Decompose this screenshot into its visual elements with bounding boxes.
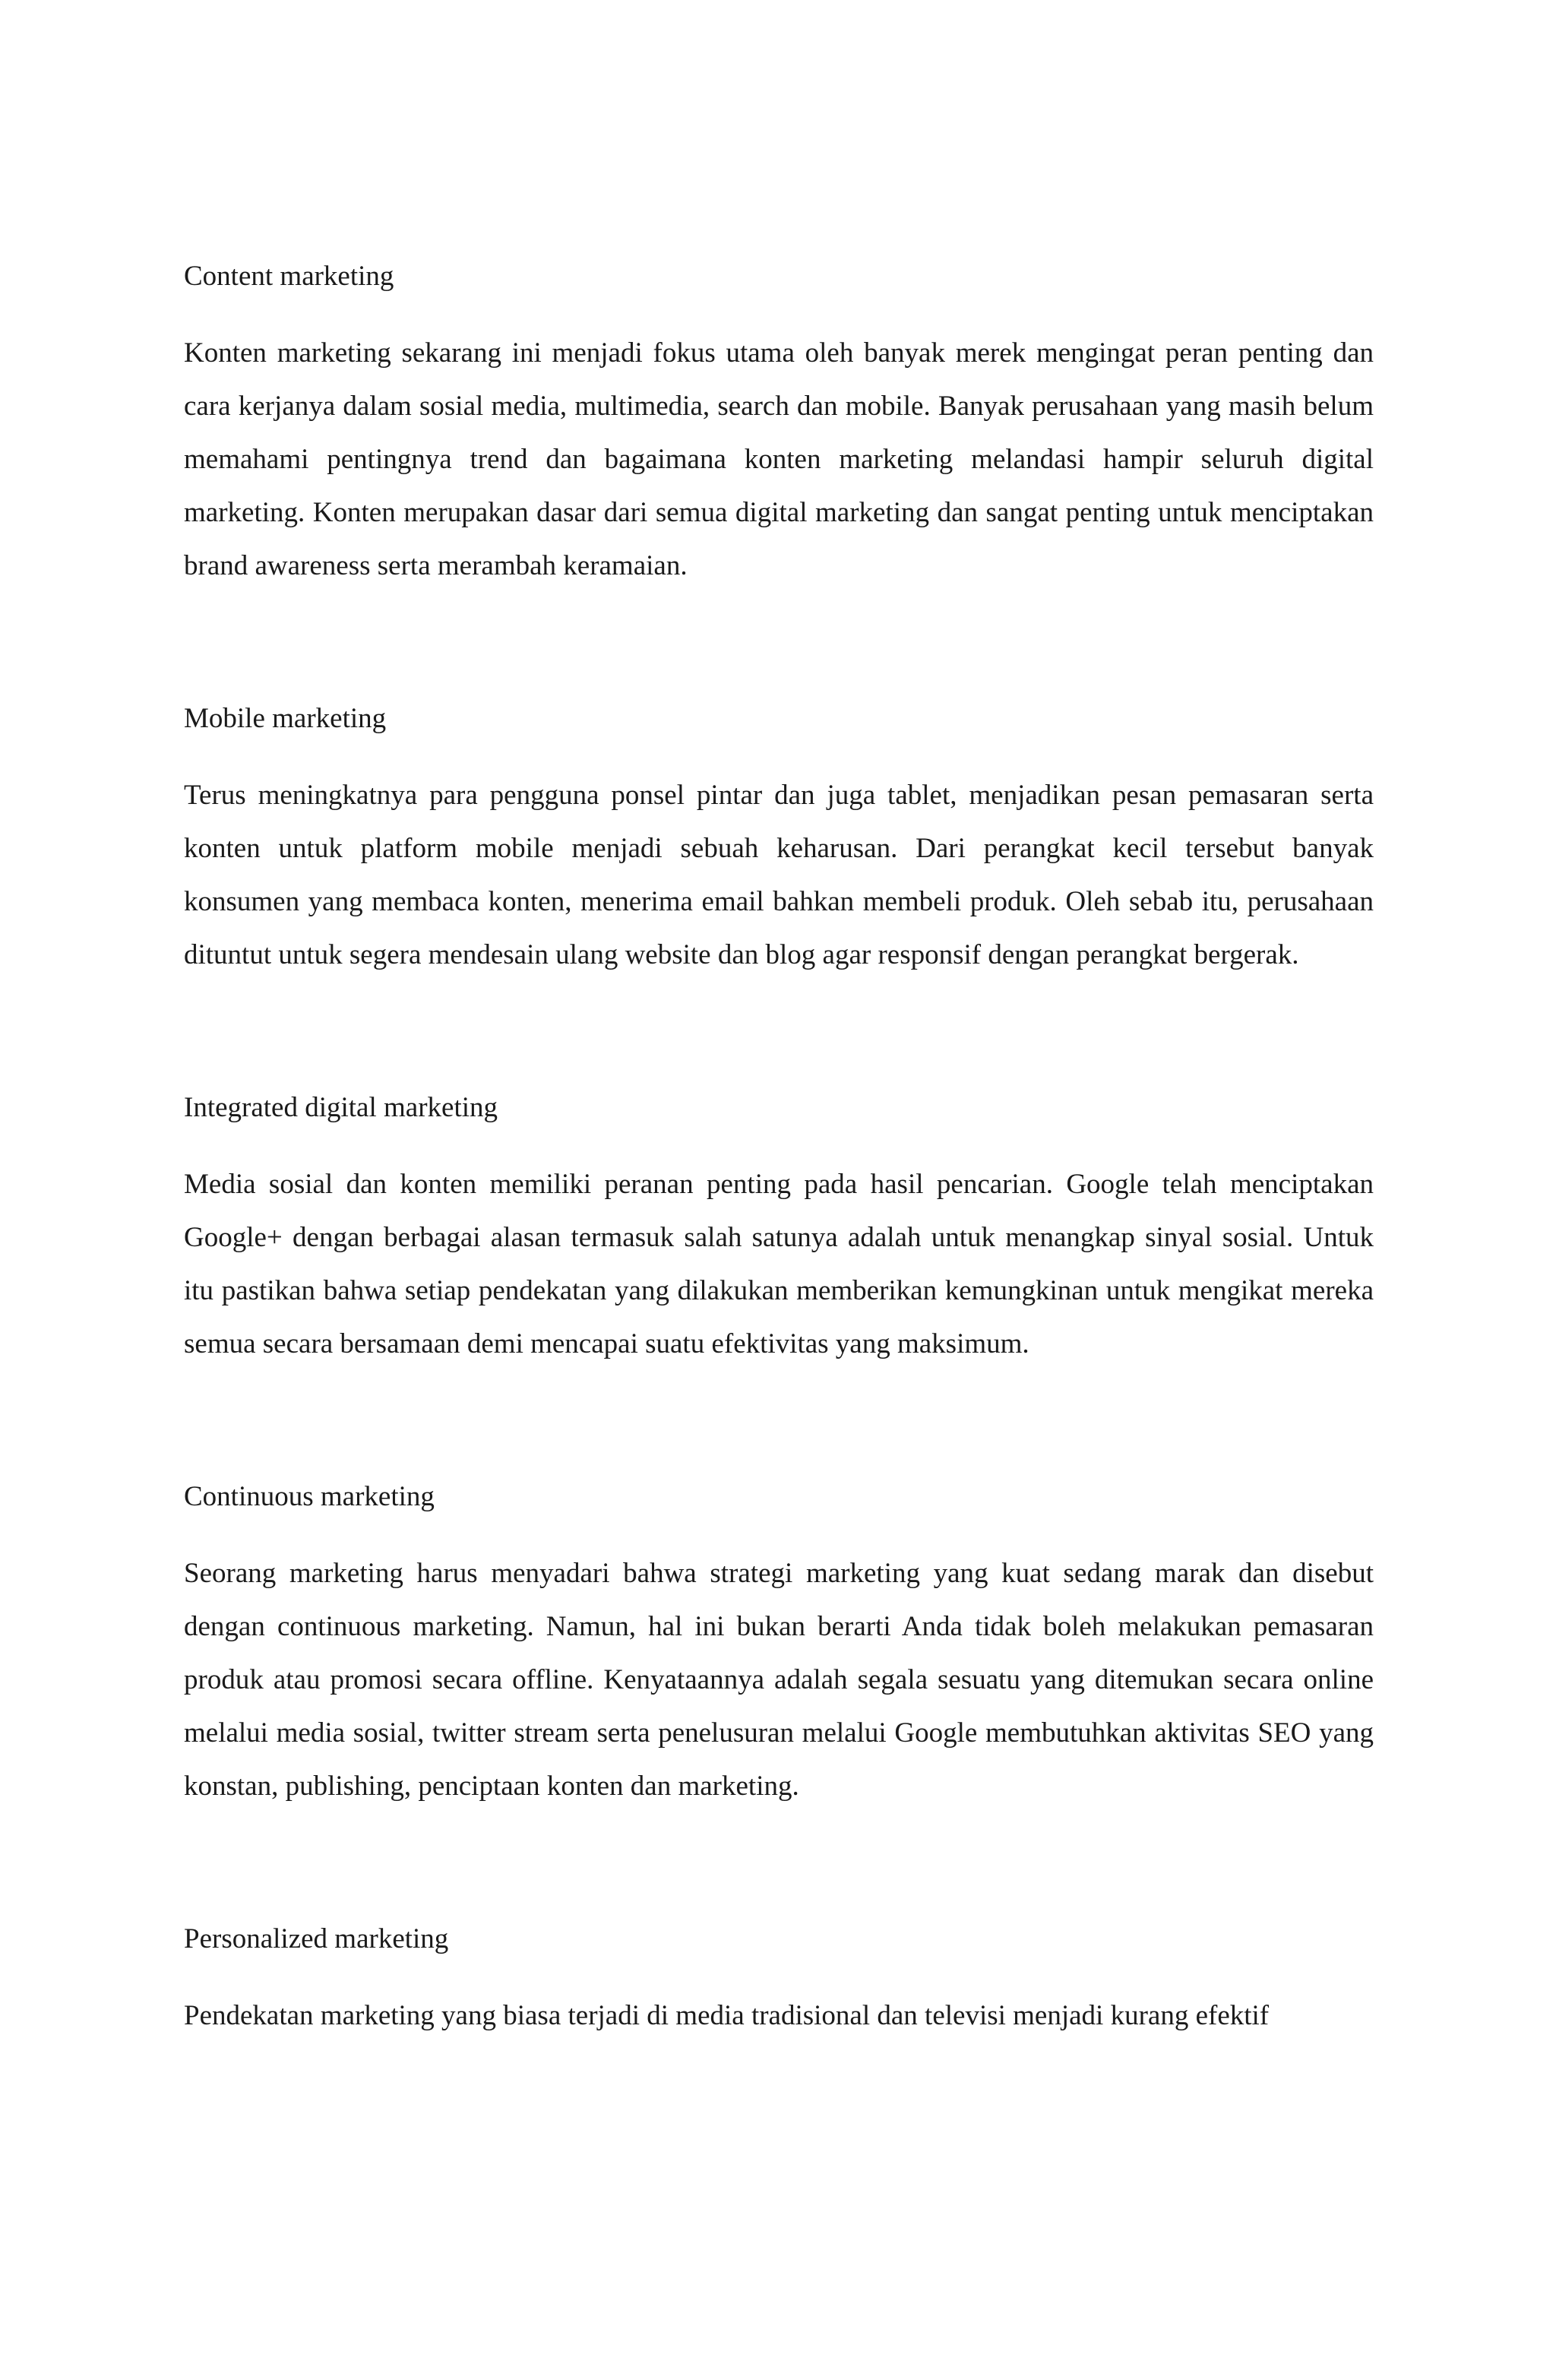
section-paragraph: Seorang marketing harus menyadari bahwa strategi marketing yang kuat sedang marak dan disebut dengan continuous marketing. Namun, hal ini bukan berarti Anda tidak boleh melakukan pemasaran produk atau promosi secara offline. Kenyataannya adalah segala sesuatu yang ditemukan secara online melalui media sosial, twitter stream serta penelusuran melalui Google membutuhkan aktivitas SEO yang konstan, publishing, penciptaan konten dan marketing. [184,1558,1374,1802]
document-content [184,258,1374,2043]
section-spacer [184,1371,1374,1479]
section-mobile-marketing [184,701,1374,982]
section-integrated-digital-marketing [184,1090,1374,1371]
section-paragraph: Konten marketing sekarang ini menjadi fokus utama oleh banyak merek mengingat peran penting dan cara kerjanya dalam sosial media, multimedia, search dan mobile. Banyak perusahaan yang masih belum memahami pentingnya trend dan bagaimana konten marketing melandasi hampir seluruh digital marketing. Konten merupakan dasar dari semua digital marketing dan sangat penting untuk menciptakan brand awareness serta merambah keramaian. [184,337,1374,581]
section-continuous-marketing [184,1479,1374,1813]
section-title: Mobile marketing [184,703,387,734]
section-spacer [184,593,1374,701]
section-title: Content marketing [184,261,394,292]
section-paragraph: Terus meningkatnya para pengguna ponsel pintar dan juga tablet, menjadikan pesan pemasaran serta konten untuk platform mobile menjadi sebuah keharusan. Dari perangkat kecil tersebut banyak konsumen yang membaca konten, menerima email bahkan membeli produk. Oleh sebab itu, perusahaan dituntut untuk segera mendesain ulang website dan blog agar responsif dengan perangkat bergerak. [184,780,1374,970]
section-content-marketing [184,258,1374,593]
section-personalized-marketing [184,1921,1374,2043]
section-title: Integrated digital marketing [184,1092,498,1123]
section-spacer [184,1813,1374,1921]
section-title: Personalized marketing [184,1923,449,1954]
section-paragraph: Pendekatan marketing yang biasa terjadi di media tradisional dan televisi menjadi kurang efektif [184,2000,1270,2031]
section-paragraph: Media sosial dan konten memiliki peranan penting pada hasil pencarian. Google telah menciptakan Google+ dengan berbagai alasan termasuk salah satunya adalah untuk menangkap sinyal sosial. Untuk itu pastikan bahwa setiap pendekatan yang dilakukan memberikan kemungkinan untuk mengikat mereka semua secara bersamaan demi mencapai suatu efektivitas yang maksimum. [184,1169,1374,1359]
section-spacer [184,982,1374,1090]
section-title: Continuous marketing [184,1481,435,1512]
